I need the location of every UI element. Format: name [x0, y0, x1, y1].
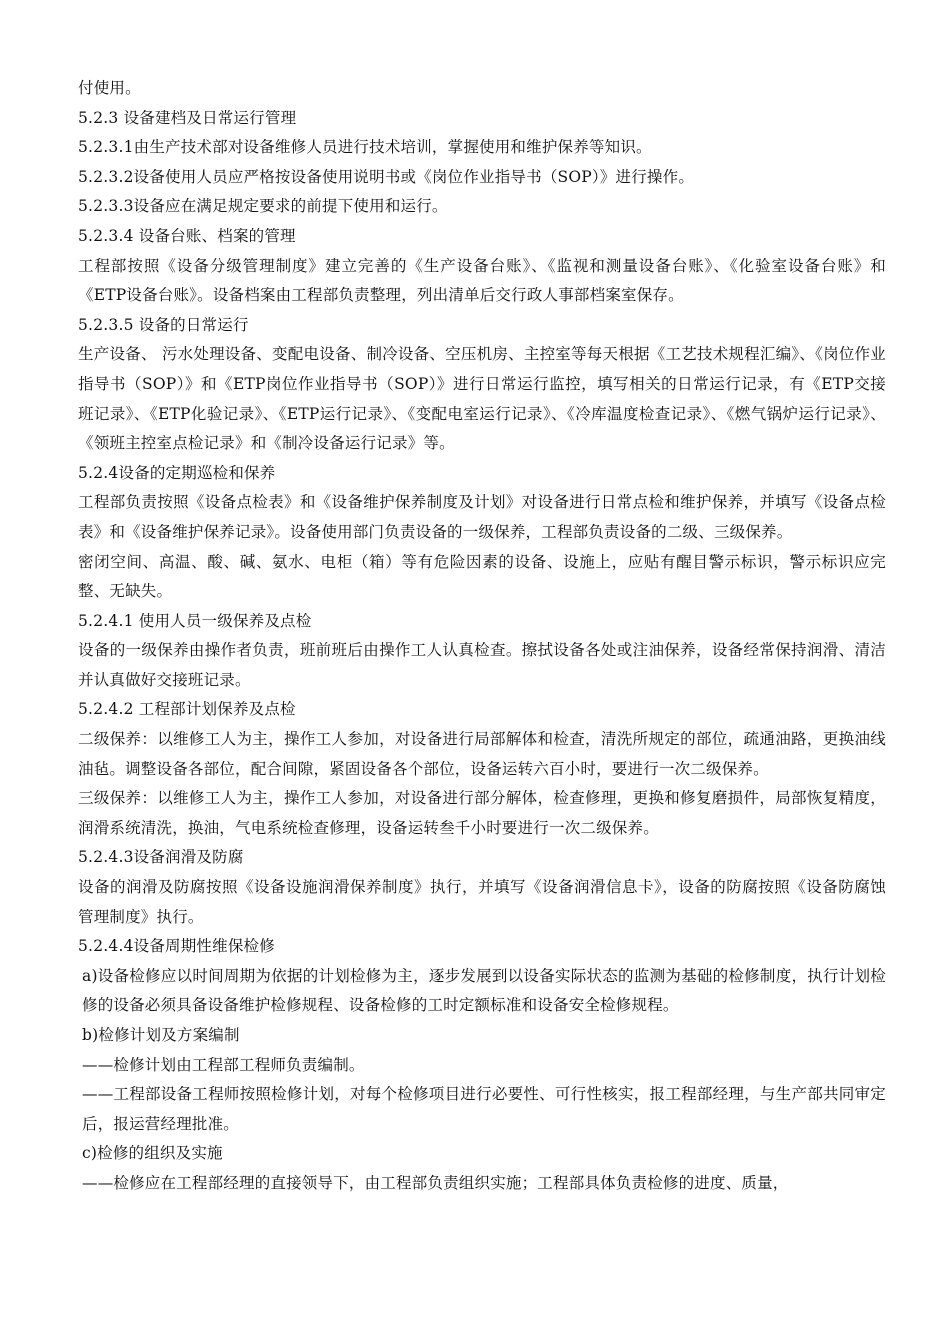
- clause-5-2-3-2: 5.2.3.2设备使用人员应严格按设备使用说明书或《岗位作业指导书（SOP）》进行操作。: [78, 167, 695, 186]
- paragraph-lubrication: 设备的润滑及防腐按照《设备设施润滑保养制度》执行，并填写《设备润滑信息卡》，设备的防腐按照《设备防腐蚀管理制度》执行。: [78, 878, 886, 926]
- paragraph-continuation: 付使用。: [78, 79, 141, 97]
- section-heading-5-2-3-5: 5.2.3.5 设备的日常运行: [78, 315, 249, 334]
- paragraph-first-level-maintenance: 设备的一级保养由操作者负责，班前班后由操作工人认真检查。擦拭设备各处或注油保养，设备经常保持润滑、清洁并认真做好交接班记录。: [78, 641, 886, 689]
- paragraph-ledger-management: 工程部按照《设备分级管理制度》建立完善的《生产设备台账》、《监视和测量设备台账》、《化验室设备台账》和《ETP设备台账》。设备档案由工程部负责整理，列出清单后交行政人事部档案室保存。: [78, 256, 886, 305]
- clause-5-2-3-3: 5.2.3.3设备应在满足规定要求的前提下使用和运行。: [78, 197, 448, 216]
- list-dash-item: ——检修应在工程部经理的直接领导下，由工程部负责组织实施；工程部具体负责检修的进度、质量，: [82, 1173, 789, 1192]
- section-heading-5-2-3: 5.2.3 设备建档及日常运行管理: [78, 108, 297, 127]
- list-item-b: b)检修计划及方案编制: [82, 1026, 240, 1044]
- section-heading-5-2-4-2: 5.2.4.2 工程部计划保养及点检: [78, 700, 296, 719]
- section-heading-5-2-4-1: 5.2.4.1 使用人员一级保养及点检: [78, 611, 312, 630]
- section-heading-5-2-4: 5.2.4设备的定期巡检和保养: [78, 463, 276, 482]
- clause-5-2-3-1: 5.2.3.1由生产技术部对设备维修人员进行技术培训，掌握使用和维护保养等知识。: [78, 138, 652, 157]
- paragraph-second-level-maintenance: 二级保养：以维修工人为主，操作工人参加，对设备进行局部解体和检查，清洗所规定的部位，疏通油路，更换油线油毡。调整设备各部位，配合间隙，紧固设备各个部位，设备运转六百小时，要进行一次二级保养。: [78, 730, 886, 778]
- list-dash-item: ——检修计划由工程部工程师负责编制。: [82, 1055, 365, 1074]
- list-item-a: a)设备检修应以时间周期为依据的计划检修为主，逐步发展到以设备实际状态的监测为基础的检修制度，执行计划检修的设备必须具备设备维护检修规程、设备检修的工时定额标准和设备安全检修规程。: [82, 966, 886, 1015]
- paragraph-daily-operation: 生产设备、 污水处理设备、变配电设备、制冷设备、空压机房、主控室等每天根据《工艺技术规程汇编》、《岗位作业指导书（SOP）》和《ETP岗位作业指导书（SOP）》进行日常运行监控，填写相关的日常运行记录，有《ETP交接班记录》、《ETP化验记录》、《ETP运行记录》、《变配电室运行记录》、《冷库温度检查记录》、《燃气锅炉运行记录》、《领班主控室点检记录》和《制冷设备运行记录》等。: [78, 345, 886, 453]
- paragraph-warning-signs: 密闭空间、高温、酸、碱、氨水、电柜（箱）等有危险因素的设备、设施上，应贴有醒目警示标识，警示标识应完整、无缺失。: [78, 552, 886, 601]
- section-heading-5-2-3-4: 5.2.3.4 设备台账、档案的管理: [78, 226, 296, 245]
- section-heading-5-2-4-4: 5.2.4.4设备周期性维保检修: [78, 937, 275, 956]
- section-heading-5-2-4-3: 5.2.4.3设备润滑及防腐: [78, 848, 244, 867]
- paragraph-inspection-maintenance: 工程部负责按照《设备点检表》和《设备维护保养制度及计划》对设备进行日常点检和维护保养，并填写《设备点检表》和《设备维护保养记录》。设备使用部门负责设备的一级保养，工程部负责设备的二级、三级保养。: [78, 493, 886, 541]
- list-dash-item: ——工程部设备工程师按照检修计划，对每个检修项目进行必要性、可行性核实，报工程部经理，与生产部共同审定后，报运营经理批准。: [82, 1085, 886, 1133]
- document-body: [78, 74, 886, 1199]
- paragraph-third-level-maintenance: 三级保养：以维修工人为主，操作工人参加，对设备进行部分解体，检查修理，更换和修复磨损件，局部恢复精度，润滑系统清洗，换油，气电系统检查修理，设备运转叁千小时要进行一次二级保养。: [78, 789, 886, 837]
- list-item-c: c)检修的组织及实施: [82, 1144, 223, 1163]
